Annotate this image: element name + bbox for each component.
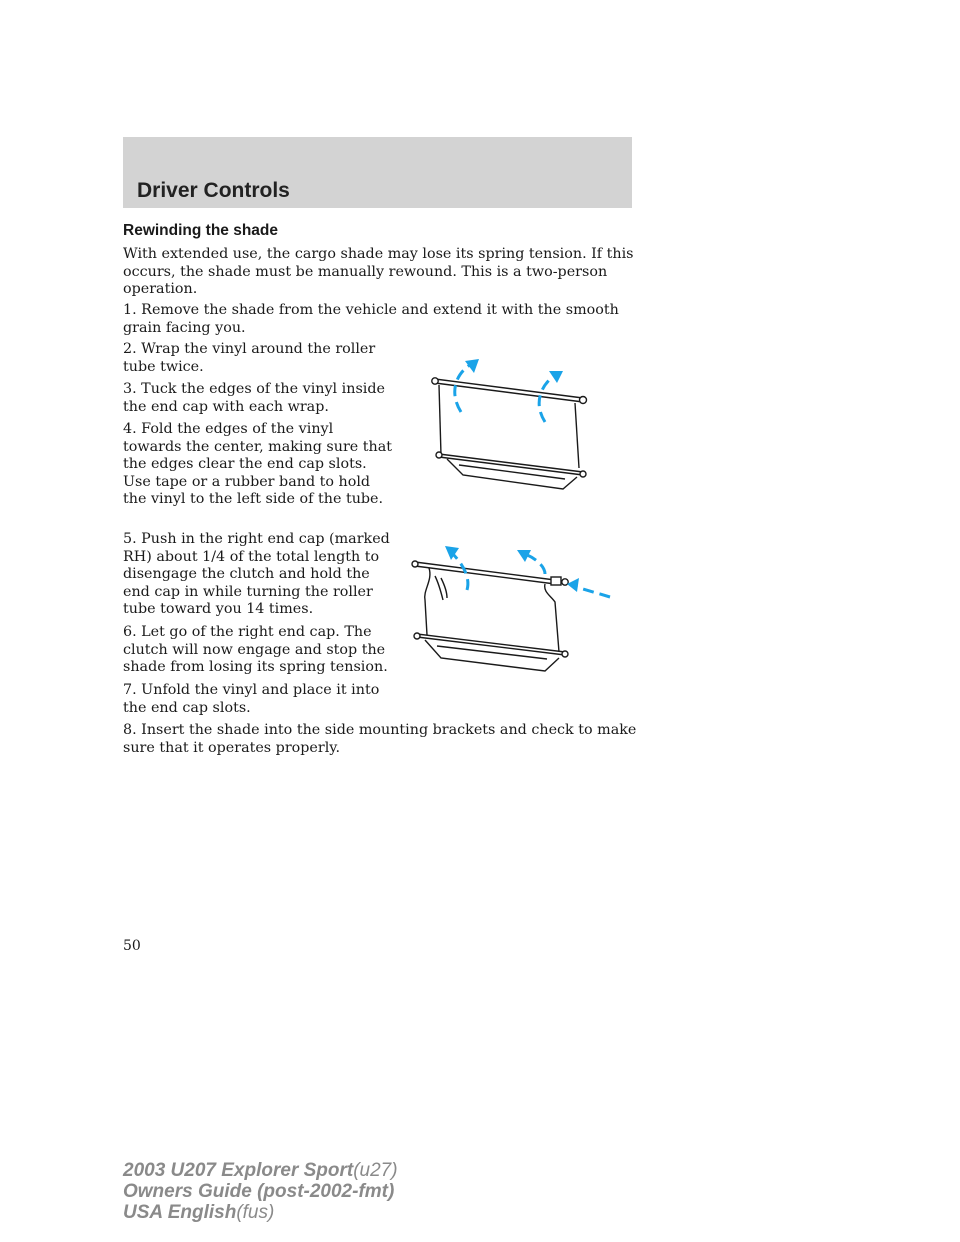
footer-guide: Owners Guide (post-2002-fmt) xyxy=(123,1181,395,1202)
step-4: 4. Fold the edges of the vinyl towards the center, making sure that the edges clear the end cap slots. Use tape or a rubber band to hold the vinyl to the left side of the tube. xyxy=(123,421,393,508)
step-6: 6. Let go of the right end cap. The clutch will now engage and stop the shade from losing its spring tension. xyxy=(123,624,388,676)
footer-model-code: (u27) xyxy=(353,1160,398,1181)
footer-language: USA English xyxy=(123,1202,237,1223)
cargo-shade-clutch-illustration xyxy=(405,540,615,675)
rotate-arrow-icon xyxy=(549,371,563,383)
page-number: 50 xyxy=(123,938,141,954)
push-arrow-icon xyxy=(567,578,579,592)
document-footer xyxy=(123,1160,398,1223)
step-1: 1. Remove the shade from the vehicle and extend it with the smooth grain facing you. xyxy=(123,302,619,336)
step-7: 7. Unfold the vinyl and place it into the end cap slots. xyxy=(123,682,380,716)
step-5: 5. Push in the right end cap (marked RH) about 1/4 of the total length to disengage the clutch and hold the end cap in while turning the roller tube toward you 14 times. xyxy=(123,531,390,618)
intro-paragraph: With extended use, the cargo shade may lose its spring tension. If this occurs, the shade must be manually rewound. This is a two-person operation. xyxy=(123,246,634,298)
footer-model: 2003 U207 Explorer Sport xyxy=(123,1160,354,1181)
cargo-shade-wrap-illustration xyxy=(425,355,605,495)
rotate-arrow-icon xyxy=(465,359,479,373)
step-3: 3. Tuck the edges of the vinyl inside the end cap with each wrap. xyxy=(123,381,385,415)
step-2: 2. Wrap the vinyl around the roller tube twice. xyxy=(123,341,376,375)
step-8: 8. Insert the shade into the side mounting brackets and check to make sure that it operates properly. xyxy=(123,722,637,756)
section-header-bar xyxy=(123,137,632,208)
subsection-title: Rewinding the shade xyxy=(123,222,279,239)
footer-language-code: (fus) xyxy=(236,1202,275,1223)
page-section-title: Driver Controls xyxy=(137,179,290,202)
